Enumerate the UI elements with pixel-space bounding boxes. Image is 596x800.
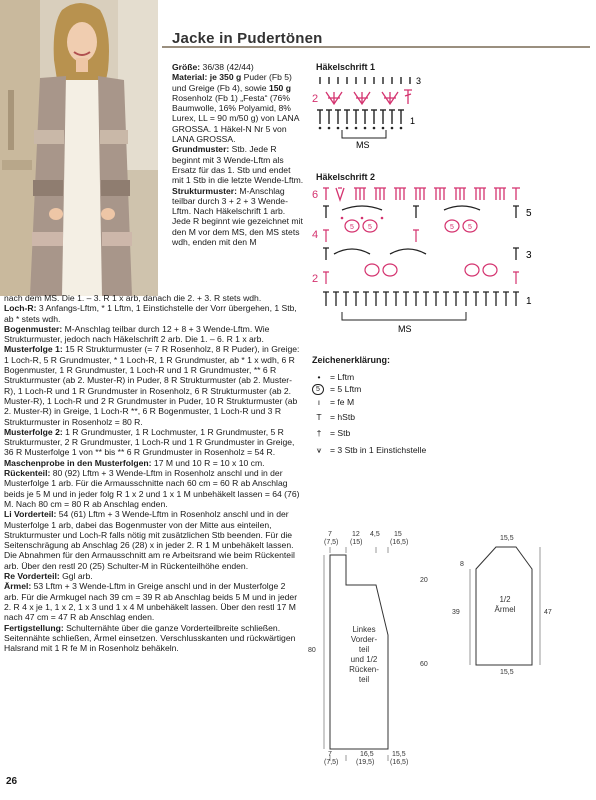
loop-count-label: 5	[468, 224, 472, 231]
intro-paragraph: Strukturmuster: M-Anschlag teilbar durch 3 + 2 + 3 Wende-Lftm. Nach Häkelschrift 1 arb. Jede R beginnt wie gezeichnet mit den M vor dem MS, den MS stets wdh, enden mit den M	[172, 185, 303, 248]
chart2-repeat-label: MS	[398, 324, 412, 334]
schematic-drawings	[300, 525, 590, 775]
dim-label: (16,5)	[390, 759, 409, 766]
intro-paragraph: Größe: 36/38 (42/44)	[172, 62, 254, 72]
dim-label: 15,5	[500, 669, 514, 676]
paragraph: Musterfolge 2: 1 R Grundmuster, 1 R Lochmuster, 1 R Grundmuster, 5 R Strukturmuster, 2 R Grundmuster, 1 Loch-R und 1 R Grundmuster in Greige, 36 R Musterfolge 1 von ** bis ** 6 R Grundmuster in Rosenholz = 54 R.	[4, 426, 295, 458]
chart2-title: Häkelschrift 2	[316, 172, 376, 182]
paragraph: Li Vorderteil: 54 (61) Lftm + 3 Wende-Lftm in Rosenholz anschl und in der Musterfolge 1 arb, dabei das Bogenmuster von der Mitte aus einteilen, Strukturmuster und Loch-R falls nötig mit zusätzlichen Stb beenden. Für die Seitenschrägung ab Anschlag 26 (28) x in jeder 2. R 1 M unbehäkelt lassen. Die Abnahmen für den Armausschnitt am re Arbeitsrand wie beim Rückenteil arb. Über den restl 20 (25) Schulter-M in Rückenteilhöhe enden.	[4, 509, 295, 571]
paragraph: Bogenmuster: M-Anschlag teilbar durch 12 + 8 + 3 Wende-Lftm. Wie Strukturmuster, jedoch nach Häkelschrift 2 arb. Die 1. – 6. R 1 x arb.	[4, 323, 270, 345]
three-dc-cluster-icon: ⩛	[316, 445, 322, 455]
dim-label: (19,5)	[356, 759, 375, 766]
dim-label: 60	[420, 661, 428, 668]
chart2-row-label: 6	[312, 189, 319, 201]
dim-label: 16,5	[360, 751, 374, 758]
double-crochet-icon: †	[316, 428, 322, 438]
dim-label: 8	[460, 561, 464, 568]
page-number: 26	[6, 776, 18, 787]
paragraph: Loch-R: 3 Anfangs-Lftm, * 1 Lftm, 1 Einstichstelle der Vorr übergehen, 1 Stb, ab * stets wdh.	[4, 303, 297, 324]
dim-label: 12	[352, 531, 360, 538]
page-title: Jacke in Pudertönen	[172, 30, 323, 47]
intro-paragraph: Grundmuster: Stb. Jede R beginnt mit 3 Wende-Lftm als Ersatz für das 1. Stb und endet mit 1 Stb in die letzte Wende-Lftm.	[172, 144, 304, 186]
paragraph: Re Vorderteil: Ggl arb.	[4, 571, 93, 582]
single-crochet-icon: ı	[317, 397, 321, 407]
piece-label-front: Linkes Vorder- teil und 1/2 Rücken- teil	[349, 625, 379, 684]
instructions-text	[4, 293, 302, 653]
model-photo-illustration	[0, 0, 158, 296]
dim-label: (7,5)	[324, 759, 339, 766]
chart1-repeat-label: MS	[356, 140, 370, 150]
chart2-row-label: 1	[526, 296, 532, 307]
dim-label: (7,5)	[324, 539, 339, 546]
chain-stitch-icon: •	[317, 372, 321, 382]
dim-label: 20	[420, 577, 428, 584]
chart1-row-label: 3	[416, 76, 422, 86]
dim-label: 80	[308, 647, 316, 654]
dim-label: 7	[328, 531, 332, 538]
dim-label: 39	[452, 609, 460, 616]
chart2-row-label: 2	[312, 273, 319, 285]
dim-label: 47	[544, 609, 552, 616]
chart1-diagram	[312, 72, 592, 152]
piece-label-sleeve: 1/2 Ärmel	[494, 595, 516, 614]
legend-title: Zeichenerklärung:	[312, 355, 391, 365]
crochet-charts	[312, 56, 592, 496]
dim-label: 15,5	[392, 751, 406, 758]
chart1-title: Häkelschrift 1	[316, 62, 376, 72]
intro-paragraph: Material: je 350 g Puder (Fb 5) und Greige (Fb 4), sowie 150 g Rosenholz (Fb 1) „Festa“ (76% Baumwolle, 16% Polyamid, 8% Lurex, LL = 90 m/50 g) von LANA GROSSA. 1 Häkel-N Nr 5 von LANA GROSSA.	[172, 72, 299, 145]
dim-label: 7	[328, 751, 332, 758]
chart1-row-label: 2	[312, 93, 319, 105]
dim-label: 4,5	[370, 531, 380, 538]
loop-count-label: 5	[350, 224, 354, 231]
paragraph: Fertigstellung: Schulternähte über die ganze Vorderteilbreite schließen. Seitennähte schließen, Ärmel einsetzen. Verschlusskanten und rückwärtigen Halsrand mit 1 R fe M in Rosenholz behäkeln.	[4, 622, 296, 654]
paragraph: Ärmel: 53 Lftm + 3 Wende-Lftm in Greige anschl und in der Musterfolge 2 arb. Für die Armkugel nach 39 cm = 39 R ab Anschlag beids 5 M und in jeder 2. R 4 x je 1, 1 x 2, 1 x 3 und 1 x 4 M unbehäkelt lassen. Über den restl 17 M nach 47 cm = 47 R ab Anschlag enden.	[4, 581, 298, 623]
loop-count-label: 5	[450, 224, 454, 231]
intro-text	[172, 62, 304, 247]
dim-label: 15,5	[500, 535, 514, 542]
chart2-row-label: 4	[312, 229, 319, 241]
chart2-row-label: 3	[526, 250, 532, 261]
paragraph: Maschenprobe in den Musterfolgen: 17 M und 10 R = 10 x 10 cm.	[4, 457, 265, 468]
chart2-row-label: 5	[526, 208, 532, 219]
half-double-crochet-icon: T	[316, 412, 322, 422]
paragraph: Musterfolge 1: 15 R Strukturmuster (= 7 R Rosenholz, 8 R Puder), in Greige: 1 Loch-R, 5 R Grundmuster, * 1 Loch-R, 1 R Grundmuster, ab * 1 x wdh, 6 R Bogenmuster, 1 R Grundmuster, 1 Loch-R und 1 R Grundmuster, ** 6 R Strukturmuster (ab 2. Muster-R) in Puder, 8 R Strukturmuster (ab 2. Muster-R), 1 Loch-R und 1 R Grundmuster in Rosenholz, 6 R Strukturmuster (ab 2. Muster-R), 1 Loch-R und 2 R Grundmuster in Puder, 10 R Strukturmuster (ab 2. Muster-R) in Greige, 1 Loch-R **, 6 R Bogenmuster, 1 Loch-R und 3 R Strukturmuster in Rosenholz = 80 R.	[4, 344, 300, 427]
paragraph: nach dem MS. Die 1. – 3. R 1 x arb, danach die 2. + 3. R stets wdh.	[4, 293, 262, 303]
chart1-row-label: 1	[410, 116, 416, 126]
dim-label: 15	[394, 531, 402, 538]
garment-schematics	[300, 525, 590, 775]
dim-label: (15)	[350, 539, 363, 546]
five-chain-loop-icon: 5	[312, 384, 324, 395]
paragraph: Rückenteil: 80 (92) Lftm + 3 Wende-Lftm in Rosenholz anschl und in der Musterfolge 1 arb. Für die Armausschnitte nach 60 cm = 60 R ab Anschlag beids je 5 M und in jeder folg R 1 x 2 und 1 x 1 M unbehäkelt lassen = 64 (76) M. Nach 80 cm = 80 R ab Anschlag enden.	[4, 468, 300, 509]
chart2-diagram	[312, 182, 592, 340]
dim-label: (16,5)	[390, 539, 409, 546]
loop-count-label: 5	[368, 224, 372, 231]
model-photo	[0, 0, 158, 296]
